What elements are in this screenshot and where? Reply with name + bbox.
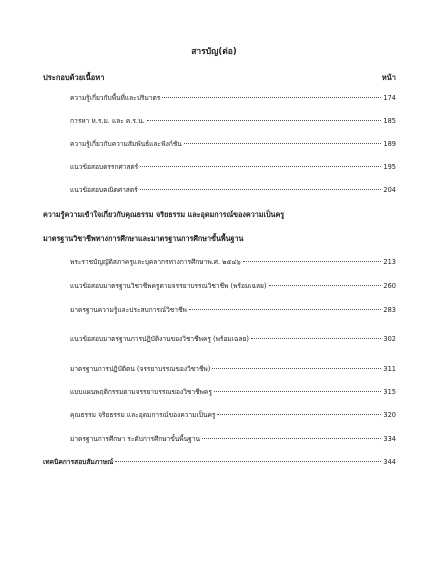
toc-entry-page: 189 [383, 140, 396, 148]
toc-entry[interactable] [70, 304, 396, 314]
leader-dots [140, 189, 382, 190]
toc-entry-text: แนวข้อสอบมาตรฐานวิชาชีพครูตามจรรยาบรรณวิชาชีพ (พร้อมเฉลย) [70, 282, 267, 290]
leader-dots [243, 261, 382, 262]
toc-entry-text: คุณธรรม จริยธรรม และอุดมการณ์ของความเป็นครู [70, 411, 216, 419]
toc-entry-page: 213 [383, 258, 396, 266]
toc-entry-bold[interactable] [43, 456, 396, 466]
content-column-label: ประกอบด้วยเนื้อหา [43, 73, 105, 82]
toc-entry-text: มาตรฐานความรู้และประสบการณ์วิชาชีพ [70, 306, 187, 314]
toc-entry[interactable] [70, 256, 396, 266]
toc-entry-text: แนวข้อสอบตรรกศาสตร์ [70, 163, 139, 171]
toc-entry[interactable] [70, 115, 396, 125]
leader-dots [115, 461, 381, 462]
toc-entry[interactable] [70, 184, 396, 194]
toc-entry-text: พระราชบัญญัติสภาครูและบุคลากรทางการศึกษาพ.ศ. ๒๕๔๖ [70, 258, 241, 266]
toc-entry-text: แนวข้อสอบคณิตศาสตร์ [70, 186, 138, 194]
toc-entry-page: 315 [383, 388, 396, 396]
toc-entry-text: เทคนิคการสอบสัมภาษณ์ [43, 458, 114, 466]
toc-entry-page: 195 [383, 163, 396, 171]
toc-entry[interactable] [70, 92, 396, 102]
toc-header [43, 72, 396, 84]
toc-entry[interactable] [70, 363, 396, 373]
leader-dots [189, 309, 382, 310]
toc-entry-page: 260 [383, 282, 396, 290]
leader-dots [184, 143, 382, 144]
section-heading: ความรู้ความเข้าใจเกี่ยวกับคุณธรรม จริยธรรม และอุดมการณ์ของความเป็นครู [43, 210, 285, 219]
page-title: สารบัญ(ต่อ) [191, 47, 237, 57]
page-column-label: หน้า [381, 73, 396, 82]
leader-dots [140, 166, 381, 167]
toc-entry-page: 174 [383, 94, 396, 102]
toc-entry-page: 344 [383, 458, 396, 466]
toc-entry-text: การหา ห.ร.ม. และ ค.ร.น. [70, 117, 145, 125]
toc-entry-page: 283 [383, 306, 396, 314]
toc-entry-page: 185 [383, 117, 396, 125]
leader-dots [162, 97, 381, 98]
leader-dots [217, 414, 381, 415]
leader-dots [147, 120, 382, 121]
toc-entry-page: 311 [383, 365, 396, 373]
toc-entry-page: 302 [383, 335, 396, 343]
toc-entry[interactable] [70, 280, 396, 290]
toc-entry[interactable] [70, 161, 396, 171]
toc-entry[interactable] [70, 386, 396, 396]
toc-entry-text: แนวข้อสอบมาตรฐานการปฏิบัติงานของวิชาชีพครู (พร้อมเฉลย) [70, 335, 249, 343]
leader-dots [269, 285, 382, 286]
toc-entry-text: ความรู้เกี่ยวกับพื้นที่และปริมาตร [70, 94, 161, 102]
section-heading: มาตรฐานวิชาชีพทางการศึกษาและมาตรฐานการศึกษาขั้นพื้นฐาน [43, 234, 244, 243]
toc-entry-text: มาตรฐานการปฏิบัติตน (จรรยาบรรณของวิชาชีพ) [70, 365, 211, 373]
toc-entry-page: 204 [383, 186, 396, 194]
toc-entry-page: 320 [383, 411, 396, 419]
toc-entry-text: แบบแผนพฤติกรรมตามจรรยาบรรณของวิชาชีพครู [70, 388, 212, 396]
leader-dots [251, 338, 381, 339]
toc-entry-text: ความรู้เกี่ยวกับความสัมพันธ์และฟังก์ชัน [70, 140, 182, 148]
toc-entry-page: 334 [383, 435, 396, 443]
toc-entry-text: มาตรฐานการศึกษา ระดับการศึกษาขั้นพื้นฐาน [70, 435, 201, 443]
leader-dots [202, 438, 381, 439]
toc-entry[interactable] [70, 333, 396, 343]
toc-entry[interactable] [70, 138, 396, 148]
toc-entry[interactable] [70, 433, 396, 443]
leader-dots [214, 391, 382, 392]
leader-dots [212, 368, 381, 369]
toc-entry[interactable] [70, 409, 396, 419]
